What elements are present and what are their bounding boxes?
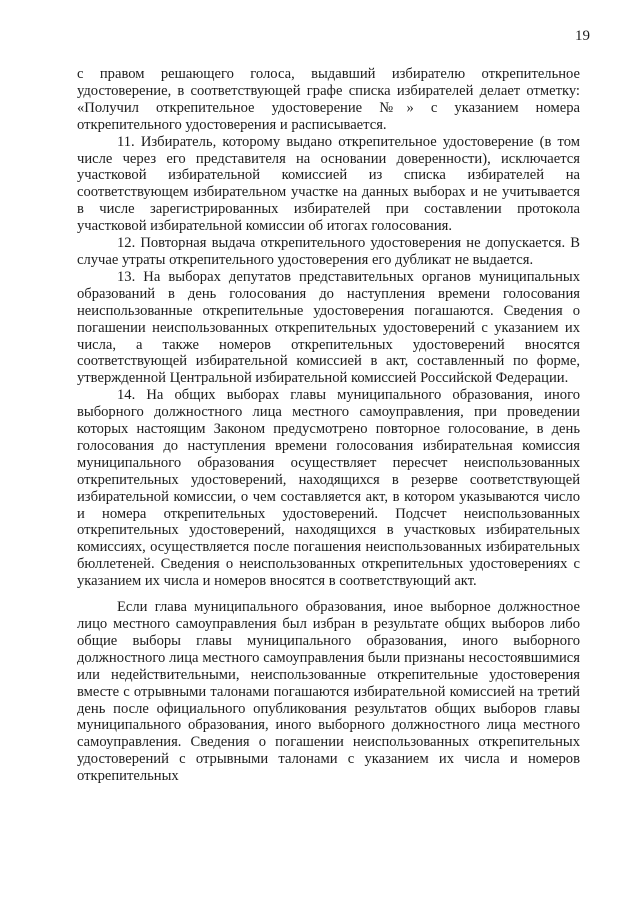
document-body xyxy=(77,66,580,785)
paragraph-14-second-part: Если глава муниципального образования, иное выборное должностное лицо местного самоуправления был избран в результате общих выборов либо общие выборы главы муниципального образования, иного выборного должностного лица местного самоуправления были признаны несостоявшимися или недействительными, неиспользованные открепительные удостоверения вместе с отрывными талонами погашаются избирательной комиссией на третий день после официального опубликования результатов общих выборов главы муниципального образования, иного выборного должностного лица местного самоуправления. Сведения о погашении неиспользованных открепительных удостоверений с отрывными талонами с указанием их числа и номеров открепительных xyxy=(77,599,580,785)
paragraph-12: 12. Повторная выдача открепительного удостоверения не допускается. В случае утраты открепительного удостоверения его дубликат не выдается. xyxy=(77,235,580,268)
paragraph-14: 14. На общих выборах главы муниципального образования, иного выборного должностного лица местного самоуправления, при проведении которых настоящим Законом предусмотрено повторное голосование, в день голосования до наступления времени голосования избирательная комиссия муниципального образования осуществляет пересчет неиспользованных открепительных удостоверений, находящихся в резерве соответствующей избирательной комиссии, о чем составляется акт, в котором указываются число и номера открепительных удостоверений. Подсчет неиспользованных открепительных удостоверений, находящихся в участковых избирательных комиссиях, осуществляется после погашения неиспользованных избирательных бюллетеней. Сведения о неиспользованных открепительных удостоверениях с указанием их числа и номеров вносятся в соответствующий акт. xyxy=(77,387,580,590)
paragraph-continuation: с правом решающего голоса, выдавший избирателю открепительное удостоверение, в соответствующей графе списка избирателей делает отметку: «Получил открепительное удостоверение №» с указанием номера открепительного удостоверения и расписывается. xyxy=(77,66,580,133)
paragraph-13: 13. На выборах депутатов представительных органов муниципальных образований в день голосования до наступления времени голосования неиспользованные открепительные удостоверения погашаются. Сведения о погашении неиспользованных открепительных удостоверений с указанием их числа, а также номеров открепительных удостоверений вносятся соответствующей избирательной комиссией в акт, составленный по форме, утвержденной Центральной избирательной комиссией Российской Федерации. xyxy=(77,268,580,387)
page-number: 19 xyxy=(575,28,590,44)
paragraph-11: 11. Избиратель, которому выдано открепительное удостоверение (в том числе через его представителя на основании доверенности), исключается участковой избирательной комиссией из списка избирателей на соответствующем избирательном участке на данных выборах и не учитывается в числе зарегистрированных избирателей при составлении протокола участковой избирательной комиссии об итогах голосования. xyxy=(77,133,580,235)
